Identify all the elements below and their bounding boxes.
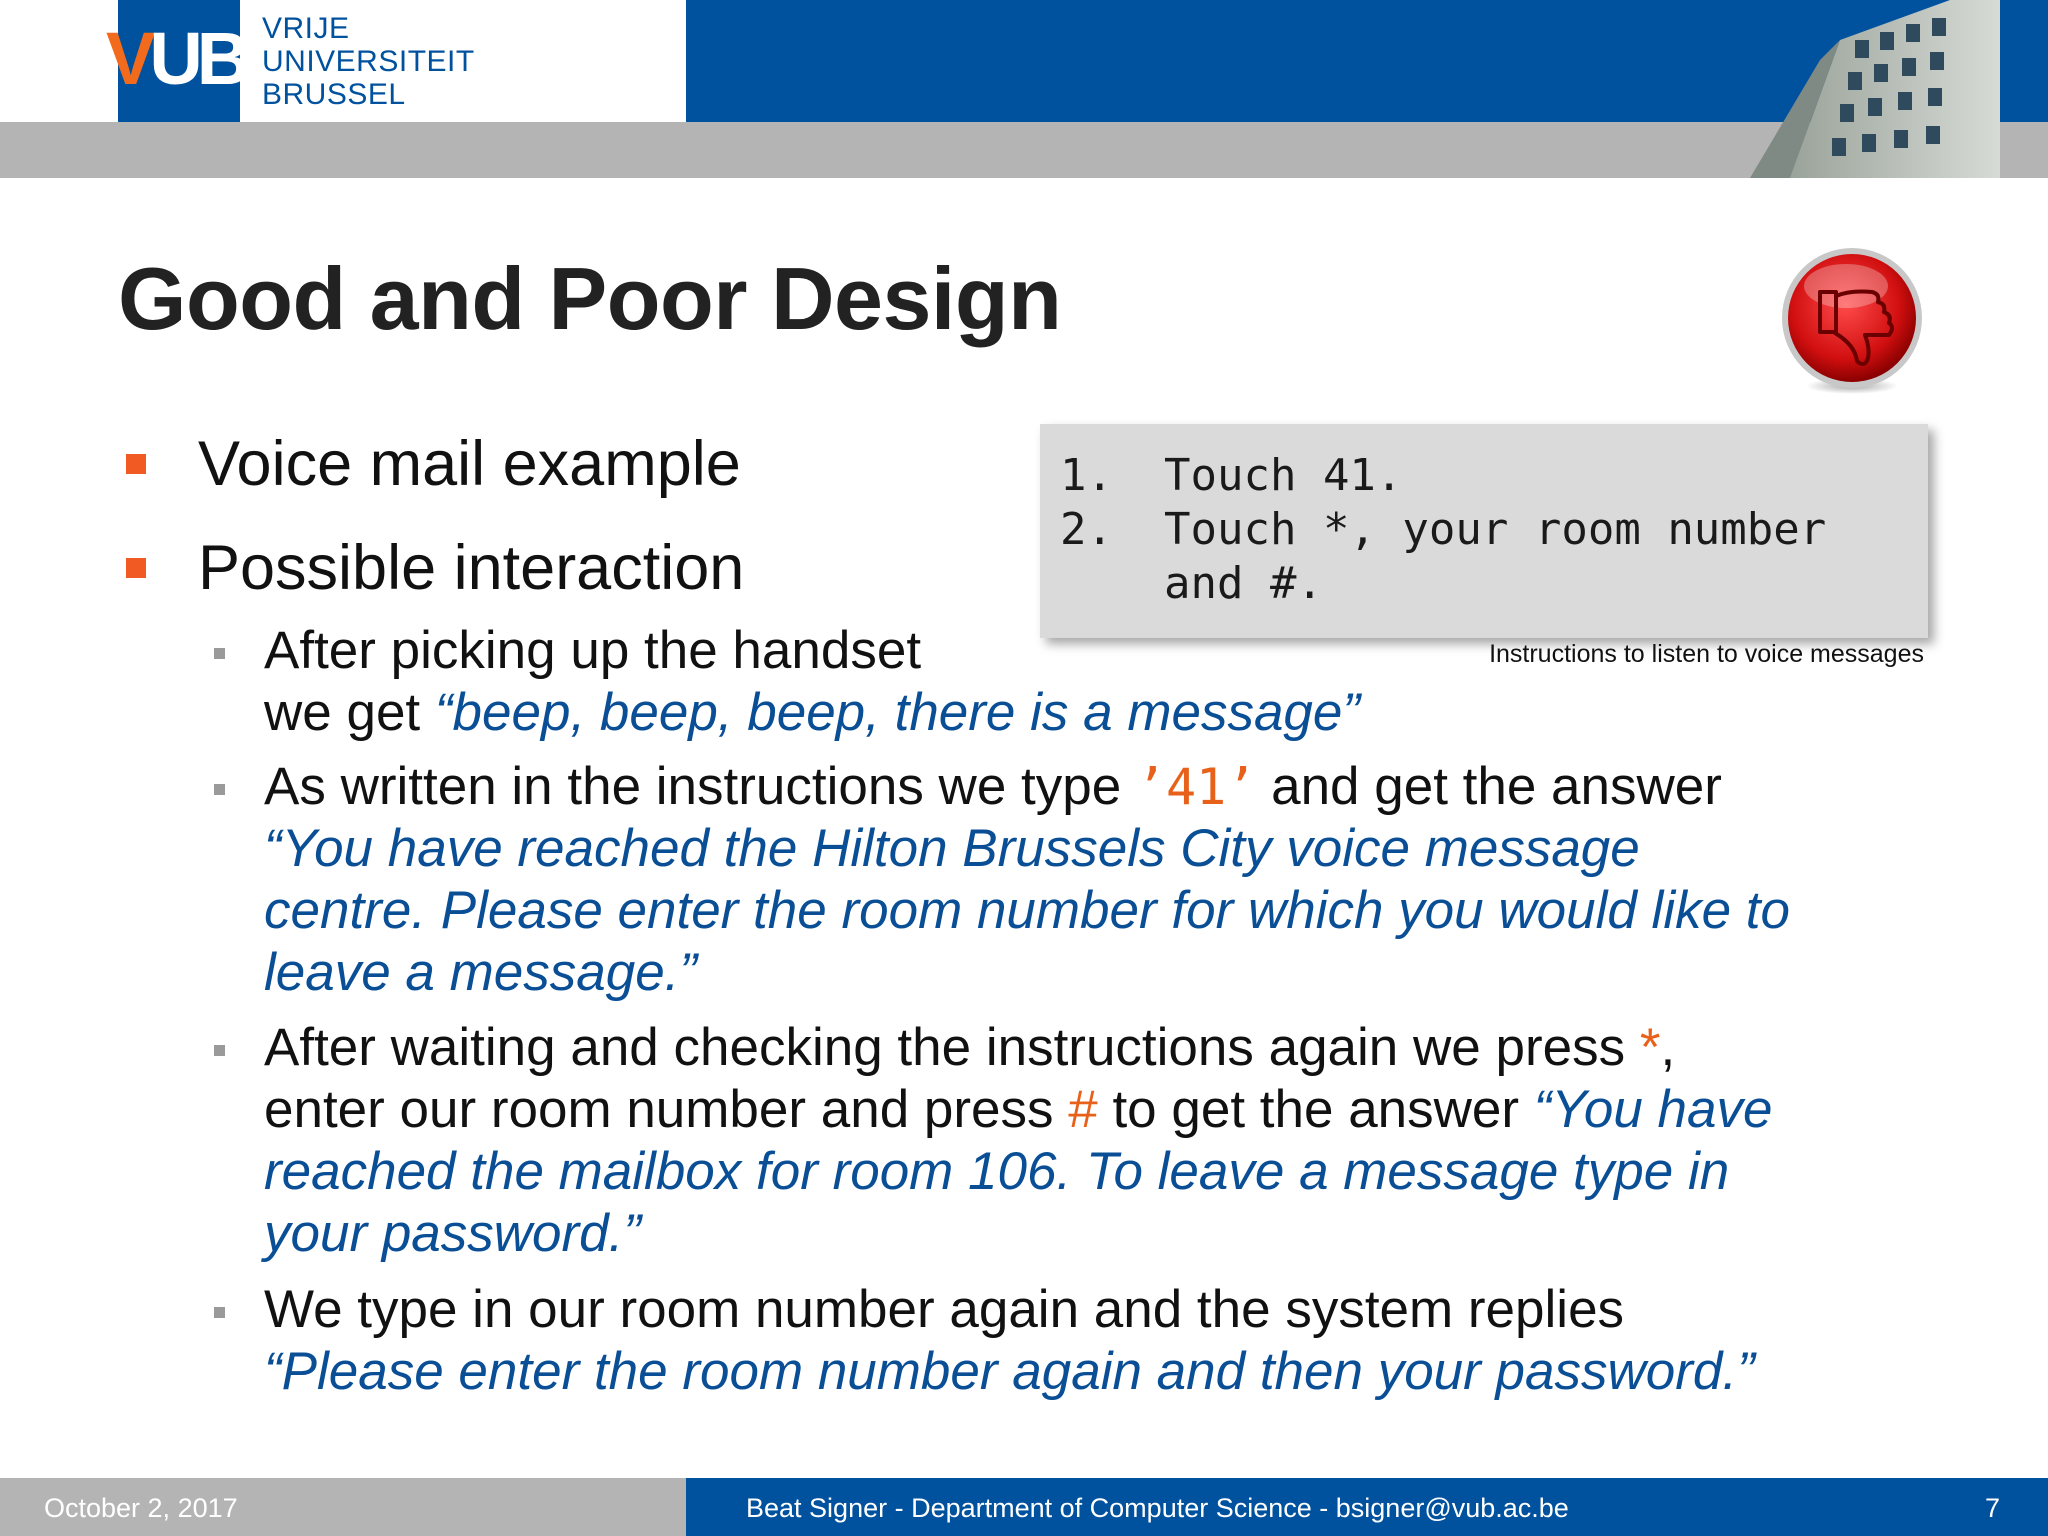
system-quote: “You have reached the Hilton Brussels City voice message (264, 819, 1640, 878)
sub-bullet-text: We type in our room number again and the system replies (264, 1280, 1625, 1339)
sub-bullet-text: we get (264, 683, 435, 742)
sub-bullet-marker (214, 1307, 225, 1318)
instruction-text: Touch 41. (1164, 450, 1403, 501)
sub-bullet-text: and get the answer (1256, 757, 1722, 816)
sub-bullet-handset (264, 620, 1360, 744)
instructions-box (1040, 424, 1928, 638)
page-number: 7 (1984, 1493, 2000, 1523)
bullet-marker (126, 558, 146, 578)
instruction-item (1060, 450, 1402, 501)
bullet-marker (126, 454, 146, 474)
instructions-caption: Instructions to listen to voice messages (1489, 640, 1924, 668)
system-quote: “You have (1533, 1080, 1773, 1139)
instruction-text-continued: and #. (1164, 558, 1323, 609)
vub-logo: VUB (106, 17, 245, 100)
bullet-voice-mail: Voice mail example (198, 429, 741, 499)
university-name (262, 12, 475, 111)
logo-line: VRIJE (262, 12, 350, 45)
sub-bullet-text: After waiting and checking the instructions again we press (264, 1018, 1640, 1077)
logo-line: BRUSSEL (262, 78, 406, 111)
header-gray-band (0, 122, 2048, 178)
logo-line: UNIVERSITEIT (262, 45, 475, 78)
system-quote: “Please enter the room number again and then your password.” (264, 1342, 1755, 1401)
thumbs-down-icon (1780, 246, 1924, 396)
footer-author: Beat Signer - Department of Computer Science - bsigner@vub.ac.be (746, 1493, 1569, 1523)
sub-bullet-text: After picking up the handset (264, 621, 922, 680)
instruction-text: Touch *, your room number (1164, 504, 1827, 555)
system-quote: centre. Please enter the room number for which you would like to (264, 881, 1791, 940)
slide-title: Good and Poor Design (118, 249, 1062, 348)
system-quote: your password.” (264, 1204, 642, 1263)
sub-bullet-text: enter our room number and press (264, 1080, 1069, 1139)
star-key: * (1639, 1018, 1661, 1077)
bullet-possible-interaction: Possible interaction (198, 533, 745, 603)
instruction-number: 2. (1060, 504, 1113, 555)
typed-code: ’41’ (1135, 758, 1257, 816)
system-quote: reached the mailbox for room 106. To leave a message type in (264, 1142, 1730, 1201)
building-photo (1750, 0, 2000, 178)
instruction-number: 1. (1060, 450, 1113, 501)
sub-bullet-text: , (1660, 1018, 1676, 1077)
instruction-item (1060, 504, 1826, 555)
sub-bullet-marker (214, 648, 225, 659)
sub-bullet-press-star (264, 1017, 1772, 1265)
sub-bullet-marker (214, 784, 225, 795)
footer-date: October 2, 2017 (44, 1493, 238, 1523)
sub-bullet-type-41 (264, 756, 1790, 1004)
system-quote: “beep, beep, beep, there is a message” (434, 683, 1361, 742)
hash-key: # (1068, 1080, 1098, 1139)
sub-bullet-text: As written in the instructions we type (264, 757, 1136, 816)
sub-bullet-marker (214, 1045, 225, 1056)
sub-bullet-system-replies (264, 1279, 1755, 1403)
system-quote: leave a message.” (264, 943, 698, 1002)
sub-bullet-text: to get the answer (1097, 1080, 1534, 1139)
